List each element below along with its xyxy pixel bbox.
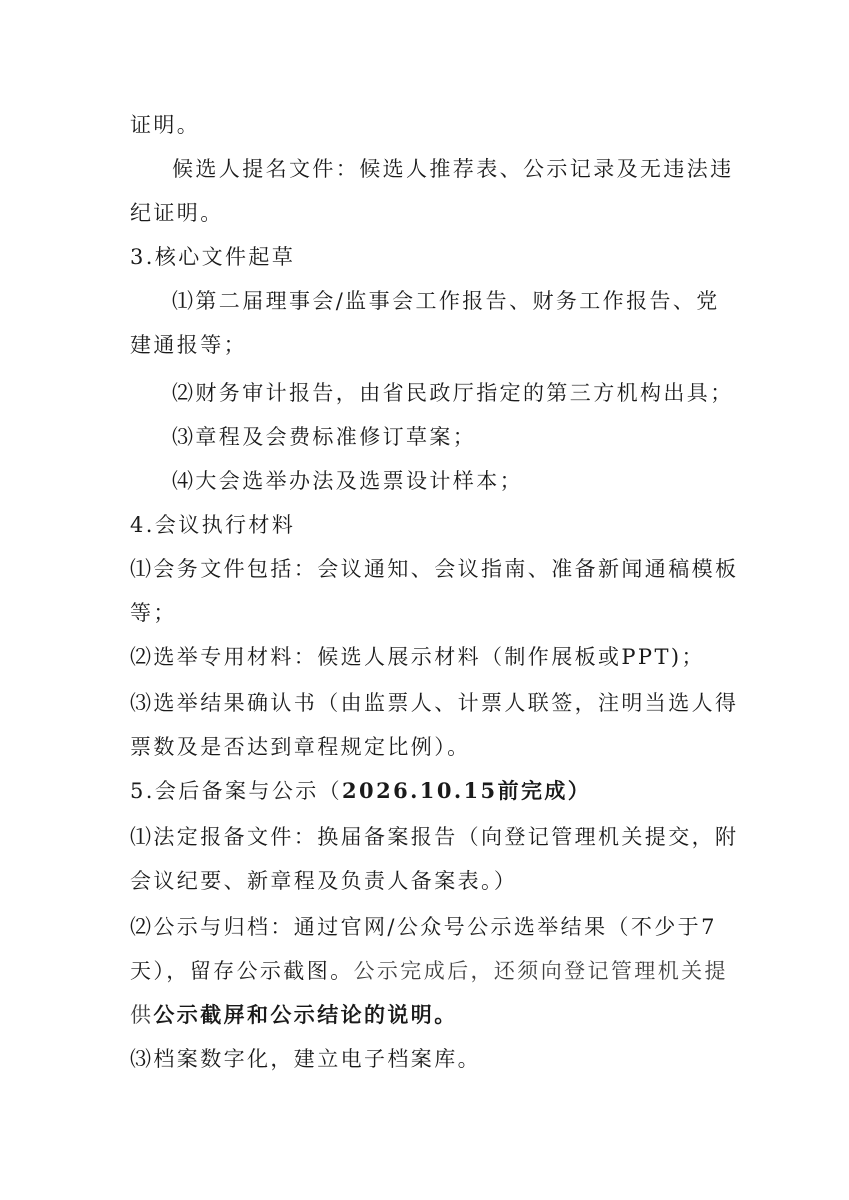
list-item: ⑶选举结果确认书（由监票人、计票人联签，注明当选人得 <box>130 691 739 715</box>
paragraph-line: 建通报等； <box>130 333 247 357</box>
list-item: ⑶档案数字化，建立电子档案库。 <box>130 1047 481 1071</box>
line-text: 天），留存公示截图。 <box>130 959 354 983</box>
list-item: ⑴法定报备文件：换届备案报告（向登记管理机关提交，附 <box>130 825 739 849</box>
line-text-bold: 公示截屏和公示结论的说明。 <box>153 1002 458 1027</box>
paragraph-line <box>130 956 728 986</box>
section-heading-3: 3.核心文件起草 <box>130 245 296 269</box>
line-text: 供 <box>130 1003 154 1027</box>
list-item: ⑵财务审计报告，由省民政厅指定的第三方机构出具； <box>172 381 734 405</box>
paragraph-line: 纪证明。 <box>130 201 224 225</box>
paragraph-line: 等； <box>130 601 177 625</box>
paragraph-line <box>130 1000 458 1030</box>
section-heading-4: 4.会议执行材料 <box>130 513 296 537</box>
list-item: ⑶章程及会费标准修订草案； <box>172 425 477 449</box>
paragraph-line: 证明。 <box>130 113 201 137</box>
paragraph-line: 票数及是否达到章程规定比例）。 <box>130 735 471 759</box>
paragraph-line: 会议纪要、新章程及负责人备案表。） <box>130 869 518 893</box>
section-heading-5-label: 5.会后备案与公示（ <box>130 779 343 803</box>
paragraph-line: 候选人提名文件：候选人推荐表、公示记录及无违法违 <box>172 157 734 181</box>
list-item: ⑴会务文件包括：会议通知、会议指南、准备新闻通稿模板 <box>130 557 739 581</box>
line-tail-text: 公示完成后，还须向登记管理机关提 <box>353 959 728 983</box>
list-item: ⑵选举专用材料：候选人展示材料（制作展板或PPT)； <box>130 645 705 669</box>
section-deadline: 2026.10.15前完成） <box>342 778 592 803</box>
list-item: ⑴第二届理事会/监事会工作报告、财务工作报告、党 <box>172 289 720 313</box>
section-heading-5 <box>130 776 591 806</box>
list-item: ⑷大会选举办法及选票设计样本； <box>172 469 523 493</box>
list-item: ⑵公示与归档：通过官网/公众号公示选举结果（不少于7 <box>130 915 717 939</box>
